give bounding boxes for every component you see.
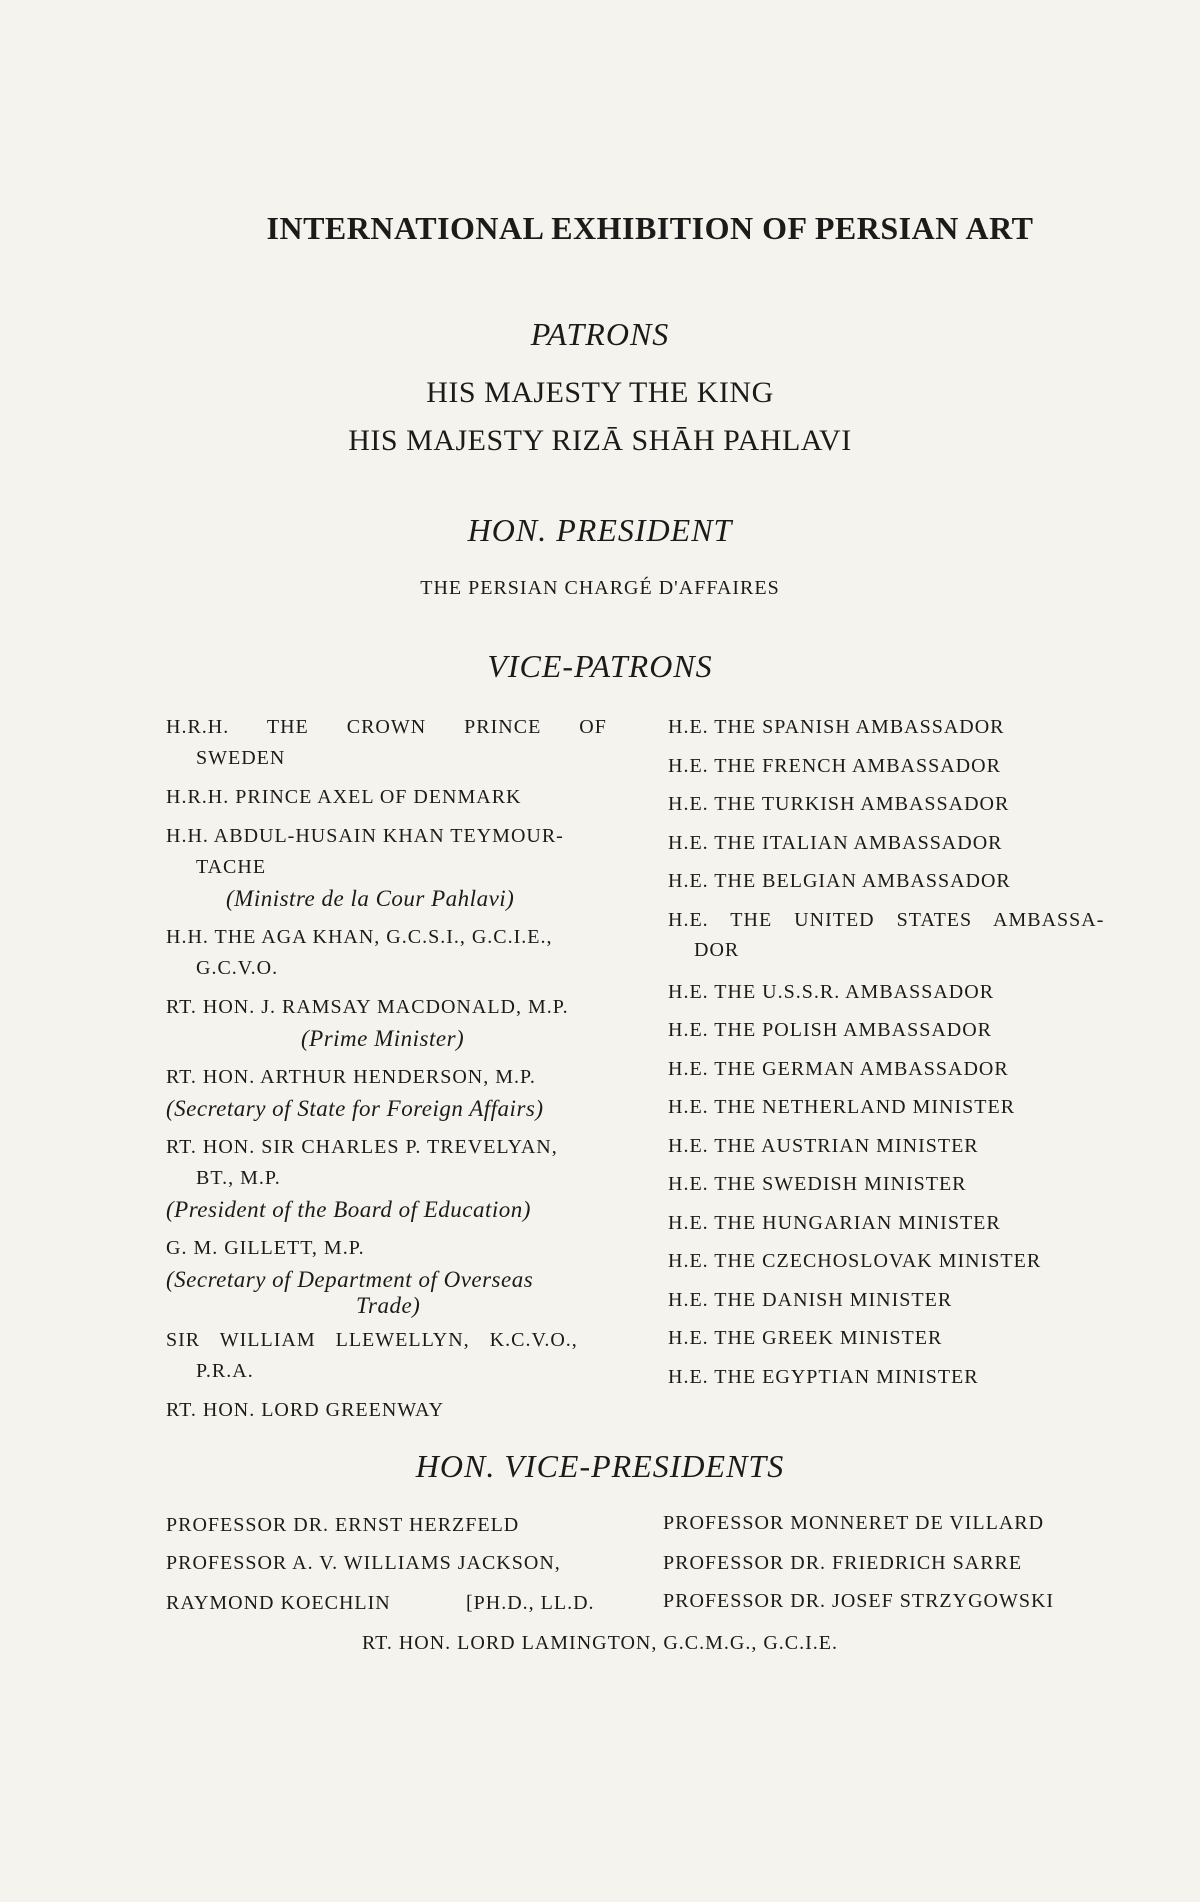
text-line: TACHE (196, 856, 267, 878)
vice-patrons-right-column (668, 712, 1104, 1400)
list-item: H.E. THE EGYPTIAN MINISTER (668, 1365, 979, 1388)
role-line: (Secretary of Department of Overseas (166, 1267, 534, 1292)
patron-name: HIS MAJESTY RIZĀ SHĀH PAHLAVI (348, 424, 852, 457)
list-item: H.E. THE BELGIAN AMBASSADOR (668, 870, 1011, 892)
role-line: (Ministre de la Cour Pahlavi) (226, 886, 515, 911)
president-heading: HON. PRESIDENT (467, 512, 733, 548)
vice-president-name: RT. HON. LORD LAMINGTON, G.C.M.G., G.C.I.E. (361, 1632, 839, 1654)
list-item (166, 821, 631, 914)
role-line: (President of the Board of Education) (166, 1197, 531, 1222)
vice-presidents-heading: HON. VICE-PRESIDENTS (415, 1448, 785, 1484)
list-item: H.E. THE ITALIAN AMBASSADOR (668, 831, 1003, 854)
list-item (166, 712, 631, 774)
list-item (668, 905, 1104, 977)
text-line: G. M. GILLETT, M.P. (166, 1237, 365, 1259)
text-line: H.H. ABDUL-HUSAIN KHAN TEYMOUR- (166, 825, 564, 847)
text-line: G.C.V.O. (196, 957, 279, 979)
role-line: (Secretary of State for Foreign Affairs) (166, 1096, 544, 1121)
vice-president-name: PROFESSOR DR. JOSEF STRZYGOWSKI (663, 1590, 1055, 1612)
list-item: H.E. THE CZECHOSLOVAK MINISTER (668, 1250, 1042, 1272)
list-item: H.E. THE TURKISH AMBASSADOR (668, 793, 1010, 815)
crown-prince-line (166, 712, 631, 743)
text-line: SIR WILLIAM LLEWELLYN, K.C.V.O., (166, 1329, 578, 1351)
text-line: H.E. THE UNITED STATES AMBASSA- (668, 908, 1105, 931)
text-line: BT., M.P. (196, 1167, 281, 1189)
list-item: RT. HON. LORD GREENWAY (166, 1399, 445, 1421)
list-item (166, 922, 631, 984)
text-line: DOR (694, 938, 740, 961)
list-item: H.E. THE POLISH AMBASSADOR (668, 1019, 993, 1041)
list-item: H.E. THE U.S.S.R. AMBASSADOR (668, 980, 995, 1003)
vice-patrons-heading: VICE-PATRONS (487, 648, 713, 684)
text-line: RT. HON. SIR CHARLES P. TREVELYAN, (166, 1136, 558, 1158)
patrons-heading: PATRONS (530, 316, 670, 352)
role-line: Trade) (356, 1293, 421, 1318)
role-line: (Prime Minister) (301, 1026, 465, 1051)
text-line: SWEDEN (196, 747, 286, 769)
list-item: H.E. THE FRENCH AMBASSADOR (668, 754, 1001, 777)
list-item (166, 1132, 631, 1225)
degrees-note: [PH.D., LL.D. (466, 1592, 595, 1614)
president-name: THE PERSIAN CHARGÉ D'AFFAIRES (420, 577, 780, 599)
patron-name: HIS MAJESTY THE KING (426, 376, 774, 409)
list-item: H.R.H. PRINCE AXEL OF DENMARK (166, 786, 522, 808)
vice-president-name: PROFESSOR DR. FRIEDRICH SARRE (663, 1552, 1023, 1574)
text-line: H.R.H. THE CROWN PRINCE OF (166, 716, 607, 738)
vice-patrons-left-column (166, 712, 631, 1434)
list-item (166, 1062, 631, 1124)
list-item: H.E. THE SPANISH AMBASSADOR (668, 716, 1005, 738)
list-item (166, 1325, 631, 1387)
list-item (166, 1233, 631, 1317)
list-item: H.E. THE SWEDISH MINISTER (668, 1173, 967, 1195)
vice-president-name: RAYMOND KOECHLIN (166, 1592, 391, 1614)
text-line: RT. HON. ARTHUR HENDERSON, M.P. (166, 1066, 536, 1088)
list-item: H.E. THE AUSTRIAN MINISTER (668, 1134, 979, 1157)
text-line: P.R.A. (196, 1360, 254, 1382)
page-title: INTERNATIONAL EXHIBITION OF PERSIAN ART (266, 210, 1034, 246)
list-item: H.E. THE DANISH MINISTER (668, 1288, 953, 1311)
text-line: H.H. THE AGA KHAN, G.C.S.I., G.C.I.E., (166, 926, 553, 948)
list-item: H.E. THE GERMAN AMBASSADOR (668, 1057, 1009, 1080)
vice-president-name: PROFESSOR A. V. WILLIAMS JACKSON, (166, 1552, 561, 1574)
vice-president-name: PROFESSOR DR. ERNST HERZFELD (166, 1514, 520, 1536)
list-item: H.E. THE GREEK MINISTER (668, 1327, 943, 1349)
vice-president-name: PROFESSOR MONNERET DE VILLARD (663, 1512, 1045, 1534)
list-item: H.E. THE HUNGARIAN MINISTER (668, 1211, 1001, 1234)
text-line: RT. HON. J. RAMSAY MACDONALD, M.P. (166, 996, 569, 1018)
list-item (166, 992, 631, 1054)
list-item: H.E. THE NETHERLAND MINISTER (668, 1096, 1016, 1118)
